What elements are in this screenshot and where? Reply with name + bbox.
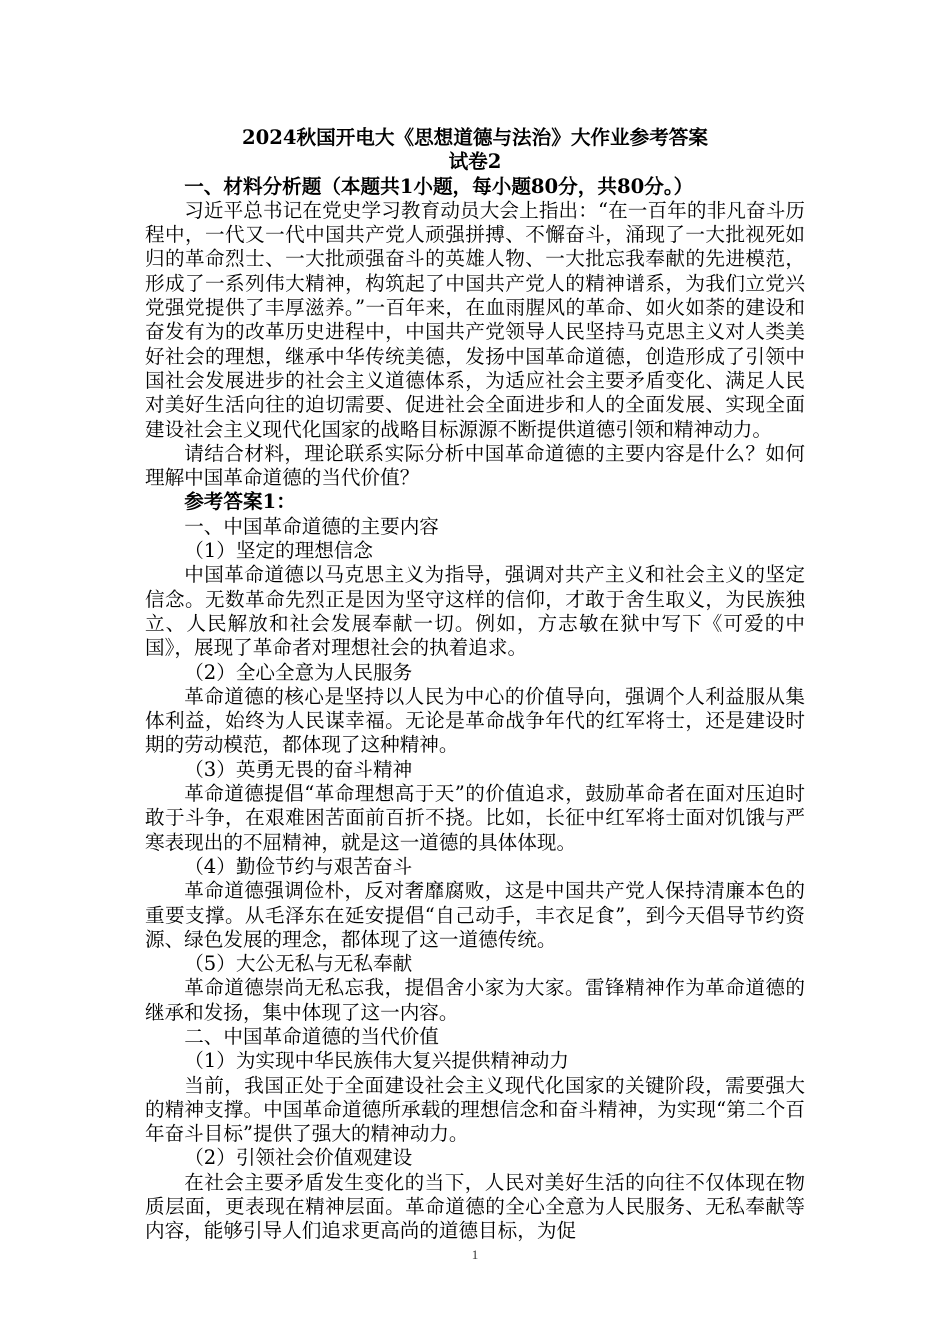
p1-text: 中国革命道德以马克思主义为指导，强调对共产主义和社会主义的坚定信念。无数革命先烈正是因为坚守这样的信仰，才敢于舍生取义，为民族独立、人民解放和社会发展奉献一切。例如，方志敏在狱中写下《可爱的中国》，展现了革命者对理想社会的执着追求。 bbox=[145, 563, 805, 660]
answer-label: 参考答案1： bbox=[184, 490, 296, 514]
material-paragraph: 习近平总书记在党史学习教育动员大会上指出：“在一百年的非凡奋斗历程中，一代又一代中国共产党人顽强拼搏、不懈奋斗，涌现了一大批视死如归的革命烈士、一大批顽强奋斗的英雄人物、一大批忘我奉献的先进模范，形成了一系列伟大精神，构筑起了中国共产党人的精神谱系，为我们立党兴党强党提供了丰厚滋养。”一百年来，在血雨腥风的革命、如火如荼的建设和奋发有为的改革历史进程中，中国共产党领导人民坚持马克思主义对人类美好社会的理想，继承中华传统美德，发扬中国革命道德，创造形成了引领中国社会发展进步的社会主义道德体系，为适应社会主要矛盾变化、满足人民对美好生活向往的迫切需要、促进社会全面进步和人的全面发展、实现全面建设社会主义现代化国家的战略目标源源不断提供道德引领和精神动力。 bbox=[145, 198, 805, 441]
p4-text: 革命道德强调俭朴，反对奢靡腐败，这是中国共产党人保持清廉本色的重要支撑。从毛泽东在延安提倡“自己动手，丰衣足食”，到今天倡导节约资源、绿色发展的理念，都体现了这一道德传统。 bbox=[145, 879, 805, 951]
v1-heading: （1）为实现中华民族伟大复兴提供精神动力 bbox=[184, 1049, 569, 1073]
question-paragraph: 请结合材料，理论联系实际分析中国革命道德的主要内容是什么？如何理解中国革命道德的当代价值？ bbox=[145, 441, 805, 490]
document-subtitle: 试卷2 bbox=[448, 150, 502, 174]
p3-text: 革命道德提倡“革命理想高于天”的价值追求，鼓励革命者在面对压迫时敢于斗争，在艰难困苦面前百折不挠。比如，长征中红军将士面对饥饿与严寒表现出的不屈精神，就是这一道德的具体体现。 bbox=[145, 782, 805, 854]
v1-text: 当前，我国正处于全面建设社会主义现代化国家的关键阶段，需要强大的精神支撑。中国革命道德所承载的理想信念和奋斗精神，为实现“第二个百年奋斗目标”提供了强大的精神动力。 bbox=[145, 1073, 805, 1146]
v2-heading: （2）引领社会价值观建设 bbox=[184, 1146, 413, 1170]
part1-heading: 一、中国革命道德的主要内容 bbox=[184, 514, 439, 538]
p2-text: 革命道德的核心是坚持以人民为中心的价值导向，强调个人利益服从集体利益，始终为人民谋幸福。无论是革命战争年代的红军将士，还是建设时期的劳动模范，都体现了这种精神。 bbox=[145, 684, 805, 757]
p2-heading: （2）全心全意为人民服务 bbox=[184, 660, 413, 684]
v2-text: 在社会主要矛盾发生变化的当下，人民对美好生活的向往不仅体现在物质层面，更表现在精神层面。革命道德的全心全意为人民服务、无私奉献等内容，能够引导人们追求更高尚的道德目标，为促 bbox=[145, 1170, 805, 1243]
p3-heading: （3）英勇无畏的奋斗精神 bbox=[184, 757, 413, 781]
document-title: 2024秋国开电大《思想道德与法治》大作业参考答案 bbox=[241, 126, 708, 149]
document-body bbox=[145, 126, 805, 1244]
part2-heading: 二、中国革命道德的当代价值 bbox=[184, 1024, 439, 1048]
p4-heading: （4）勤俭节约与艰苦奋斗 bbox=[184, 854, 413, 878]
p1-heading: （1）坚定的理想信念 bbox=[184, 539, 373, 563]
section-heading: 一、材料分析题（本题共1小题，每小题80分，共80分。） bbox=[184, 174, 694, 198]
page-number: 1 bbox=[471, 1247, 479, 1262]
p5-heading: （5）大公无私与无私奉献 bbox=[184, 952, 413, 976]
p5-text: 革命道德崇尚无私忘我，提倡舍小家为大家。雷锋精神作为革命道德的继承和发扬，集中体现了这一内容。 bbox=[145, 976, 805, 1024]
